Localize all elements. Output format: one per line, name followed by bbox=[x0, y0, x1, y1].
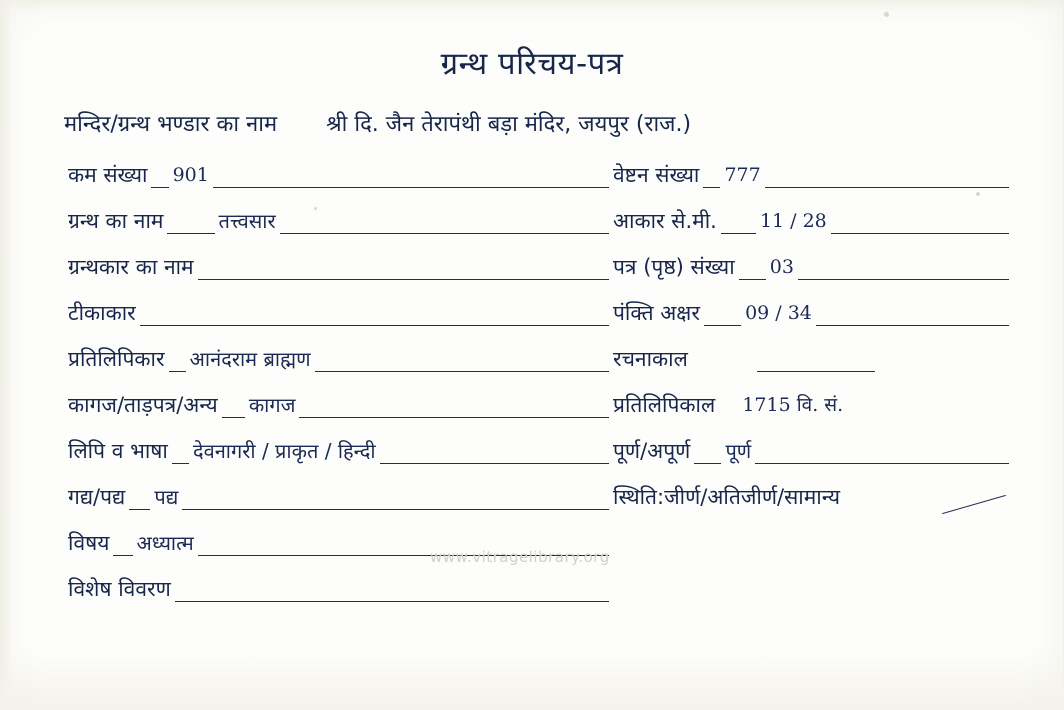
field-label: गद्य/पद्य bbox=[64, 482, 129, 512]
field-value: 03 bbox=[766, 252, 798, 282]
field-value: 901 bbox=[169, 160, 213, 190]
field-label: प्रतिलिपिकार bbox=[64, 344, 169, 374]
field-label: पत्र (पृष्ठ) संख्या bbox=[609, 252, 739, 282]
field-label: कागज/ताड़पत्र/अन्य bbox=[64, 390, 222, 420]
field-cell-left bbox=[64, 298, 609, 344]
table-row bbox=[64, 344, 1004, 390]
field-cell-left bbox=[64, 390, 609, 436]
field-cell-left bbox=[64, 482, 609, 528]
temple-name-label: मन्दिर/ग्रन्थ भण्डार का नाम bbox=[64, 112, 278, 137]
table-row bbox=[64, 298, 1004, 344]
field-label: स्थिति:जीर्ण/अतिजीर्ण/सामान्य bbox=[609, 482, 844, 512]
field-cell-right bbox=[609, 160, 1009, 206]
paper-speck bbox=[884, 12, 889, 17]
field-value: 11 / 28 bbox=[756, 206, 831, 236]
field-value: आनंदराम ब्राह्मण bbox=[186, 344, 315, 374]
table-row bbox=[64, 436, 1004, 482]
field-value: कागज bbox=[245, 390, 300, 420]
field-cell-left bbox=[64, 160, 609, 206]
paper-speck bbox=[314, 207, 317, 210]
field-value: अध्यात्म bbox=[133, 528, 198, 558]
field-value: 09 / 34 bbox=[741, 298, 816, 328]
temple-name-row bbox=[64, 108, 1024, 138]
field-label: ग्रन्थकार का नाम bbox=[64, 252, 198, 282]
watermark: www.vitragelibrary.org bbox=[430, 548, 610, 566]
field-value: पद्य bbox=[150, 482, 182, 512]
field-value: पूर्ण bbox=[721, 436, 755, 466]
field-cell-right bbox=[609, 390, 1009, 436]
rule-line bbox=[757, 371, 875, 372]
field-value: 777 bbox=[720, 160, 764, 190]
field-label: कम संख्या bbox=[64, 160, 151, 190]
temple-name-value: श्री दि. जैन तेरापंथी बड़ा मंदिर, जयपुर (राज.) bbox=[326, 112, 692, 137]
strikethrough-mark bbox=[942, 495, 1006, 514]
page-edge-bottom bbox=[0, 650, 1064, 710]
table-row bbox=[64, 206, 1004, 252]
field-cell-right bbox=[609, 344, 1009, 390]
paper-speck bbox=[976, 192, 980, 196]
field-label: ग्रन्थ का नाम bbox=[64, 206, 167, 236]
field-cell-left bbox=[64, 574, 609, 620]
field-label: आकार से.मी. bbox=[609, 206, 721, 236]
field-cell-right bbox=[609, 298, 1009, 344]
field-value: 1715 वि. सं. bbox=[738, 390, 847, 420]
field-cell-right bbox=[609, 436, 1009, 482]
field-value: तत्त्वसार bbox=[215, 206, 280, 236]
field-cell-left bbox=[64, 252, 609, 298]
table-row bbox=[64, 574, 1004, 620]
table-row bbox=[64, 252, 1004, 298]
page-edge-top bbox=[0, 0, 1064, 10]
field-cell-left bbox=[64, 436, 609, 482]
rule-line bbox=[64, 509, 609, 510]
field-cell-left bbox=[64, 344, 609, 390]
field-cell-right bbox=[609, 574, 1009, 620]
rule-line bbox=[64, 325, 609, 326]
field-label: वेष्टन संख्या bbox=[609, 160, 703, 190]
field-cell-right bbox=[609, 528, 1009, 574]
field-cell-right bbox=[609, 482, 1009, 528]
field-cell-right bbox=[609, 252, 1009, 298]
field-label: टीकाकार bbox=[64, 298, 140, 328]
table-row bbox=[64, 160, 1004, 206]
field-label: विषय bbox=[64, 528, 113, 558]
table-row bbox=[64, 482, 1004, 528]
field-cell-left bbox=[64, 206, 609, 252]
field-label: पंक्ति अक्षर bbox=[609, 298, 704, 328]
page-title: ग्रन्थ परिचय-पत्र bbox=[440, 46, 624, 82]
field-label: पूर्ण/अपूर्ण bbox=[609, 436, 694, 466]
field-cell-right bbox=[609, 206, 1009, 252]
page-edge-left bbox=[0, 0, 12, 710]
field-label: लिपि व भाषा bbox=[64, 436, 172, 466]
field-label: प्रतिलिपिकाल bbox=[609, 390, 719, 420]
field-value: देवनागरी / प्राकृत / हिन्दी bbox=[189, 436, 380, 466]
field-label: विशेष विवरण bbox=[64, 574, 175, 604]
field-label: रचनाकाल bbox=[609, 344, 692, 374]
table-row bbox=[64, 390, 1004, 436]
